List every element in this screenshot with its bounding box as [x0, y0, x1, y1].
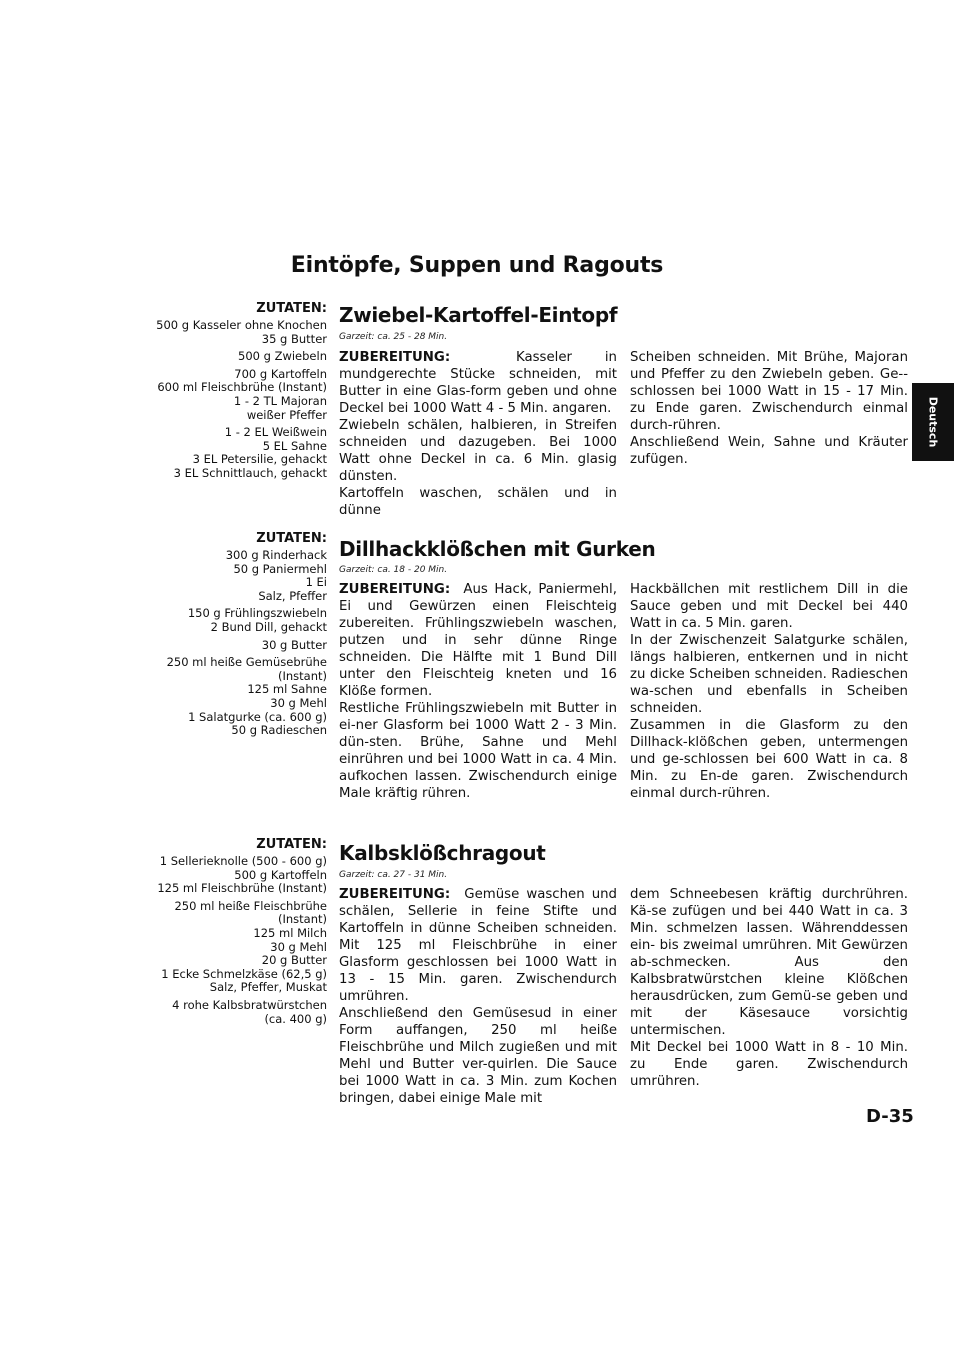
ingredient-item: 30 g Butter	[261, 637, 327, 652]
preparation-column-2	[630, 581, 908, 802]
preparation-paragraph: Restliche Frühlingszwiebeln mit Butter in ei-ner Glasform bei 1000 Watt 2 - 3 Min. dün-sten. Brühe, Sahne und Mehl einrühren und bei 1000 Watt in ca. 4 Min. aufkochen lassen. Zwischendurch einige Male kräftig rühren.	[339, 701, 617, 801]
ingredient-item: 50 g Radieschen	[231, 723, 327, 738]
ingredient-item: 50 g Paniermehl	[233, 561, 327, 576]
ingredient-item: 300 g Rinderhack	[225, 548, 327, 562]
language-tab	[912, 383, 954, 461]
ingredient-item: weißer Pfeffer	[246, 407, 327, 422]
ingredient-item: 30 g Mehl	[270, 695, 327, 710]
preparation-column-1	[339, 349, 617, 519]
cooking-time: Garzeit: ca. 18 - 20 Min.	[339, 565, 448, 575]
ingredient-item: 3 EL Petersilie, gehackt	[192, 452, 327, 467]
preparation-text: Aus Hack, Paniermehl, Ei und Gewürzen einen Fleischteig zubereiten. Frühlingszwiebeln waschen, putzen und in sehr dünne Ringe schneiden. Die Hälfte mit 1 Bund Dill unter den Fleischteig kneten und 16 Klöße formen.	[339, 582, 617, 699]
ingredient-item: 1 Ei	[305, 575, 327, 590]
recipe-title: Kalbsklößchragout	[339, 841, 546, 865]
preparation-text: Kasseler in mundgerechte Stücke schneiden, mit Butter in eine Glas-form geben und ohne Deckel bei 1000 Watt 4 - 5 Min. angaren.	[339, 350, 617, 416]
ingredient-item: 125 ml Milch	[253, 925, 327, 940]
preparation-column-1	[339, 581, 617, 802]
cooking-time: Garzeit: ca. 27 - 31 Min.	[339, 870, 448, 880]
ingredient-item: Salz, Pfeffer	[258, 588, 327, 603]
ingredient-item: 150 g Frühlingszwiebeln	[187, 606, 327, 621]
ingredients-heading: ZUTATEN:	[256, 837, 327, 852]
preparation-paragraph: Hackbällchen mit restlichem Dill in die Sauce geben und mit Deckel bei 440 Watt in ca. 5 Min. garen.	[630, 582, 908, 631]
ingredient-item: 500 g Kartoffeln	[234, 867, 327, 882]
preparation-text: Gemüse waschen und schälen, Sellerie in feine Stifte und Kartoffeln in dünne Scheiben schneiden. Mit 125 ml Fleischbrühe in einer Glasform geschlossen bei 1000 Watt in 13 - 15 Min. garen. Zwischendurch umrühren.	[339, 887, 617, 1004]
preparation-paragraph: dem Schneebesen kräftig durchrühren. Kä-se zufügen und bei 440 Watt in ca. 3 Min. schmelzen lassen. Währenddessen ein- bis zweimal umrühren. Mit Gewürzen ab-schmecken. Aus den Kalbsbratwürstchen kleine Klößchen herausdrücken, zum Gemü-se geben und mit der Käsesauce vorsichtig untermischen.	[630, 887, 908, 1038]
ingredient-item: (Instant)	[278, 912, 327, 927]
ingredient-item: 600 ml Fleischbrühe (Instant)	[157, 380, 327, 395]
ingredient-item: 500 g Kasseler ohne Knochen	[156, 318, 327, 332]
preparation-paragraph	[339, 581, 617, 700]
ingredients-heading: ZUTATEN:	[256, 531, 327, 546]
ingredient-item: 5 EL Sahne	[262, 438, 327, 453]
ingredient-item: 20 g Butter	[261, 953, 327, 968]
preparation-column-2	[630, 886, 908, 1090]
preparation-paragraph: Mit Deckel bei 1000 Watt in 8 - 10 Min. zu Ende garen. Zwischendurch umrühren.	[630, 1040, 908, 1089]
preparation-paragraph: Anschließend Wein, Sahne und Kräuter zufügen.	[630, 435, 908, 467]
page-title: Eintöpfe, Suppen und Ragouts	[290, 253, 664, 278]
language-tab-label: Deutsch	[926, 396, 940, 448]
ingredient-item: 3 EL Schnittlauch, gehackt	[173, 465, 327, 480]
preparation-column-2	[630, 349, 908, 468]
cooking-time: Garzeit: ca. 25 - 28 Min.	[339, 332, 448, 342]
ingredient-item: 250 ml heiße Gemüsebrühe	[166, 655, 327, 670]
ingredients-heading: ZUTATEN:	[256, 301, 327, 316]
preparation-paragraph: Anschließend den Gemüsesud in einer Form auffangen, 250 ml heiße Fleischbrühe und Milch zugießen und mit Mehl und Butter ver-quirlen. Die Sauce bei 1000 Watt in ca. 3 Min. zum Kochen bringen, dabei einige Male mit	[339, 1006, 617, 1106]
preparation-paragraph: Zwiebeln schälen, halbieren, in Streifen schneiden und dazugeben. Bei 1000 Watt ohne Deckel in ca. 6 Min. glasig dünsten.	[339, 418, 617, 484]
ingredient-item: 125 ml Fleischbrühe (Instant)	[157, 881, 327, 896]
ingredient-item: Salz, Pfeffer, Muskat	[209, 980, 327, 995]
ingredient-item: (ca. 400 g)	[264, 1011, 327, 1026]
recipe-title: Zwiebel-Kartoffel-Eintopf	[339, 303, 618, 327]
ingredient-item: 125 ml Sahne	[247, 682, 327, 697]
ingredient-item: (Instant)	[278, 668, 327, 683]
page-number: D-35	[866, 1106, 914, 1127]
ingredient-item: 1 - 2 EL Weißwein	[224, 425, 327, 440]
ingredients-list	[140, 837, 327, 1026]
ingredient-item: 30 g Mehl	[270, 939, 327, 954]
ingredient-item: 1 Ecke Schmelzkäse (62,5 g)	[161, 966, 327, 981]
ingredient-item: 1 Sellerieknolle (500 - 600 g)	[159, 854, 327, 868]
ingredient-item: 35 g Butter	[261, 331, 327, 346]
preparation-label: ZUBEREITUNG:	[339, 582, 451, 597]
ingredient-item: 500 g Zwiebeln	[238, 349, 327, 364]
ingredients-list	[140, 301, 327, 481]
preparation-paragraph: Scheiben schneiden. Mit Brühe, Majoran und Pfeffer zu den Zwiebeln geben. Ge-schlossen bei 1000 Watt in 15 - 17 Min. zu Ende garen. Zwischendurch einmal durch-rühren.	[630, 350, 908, 433]
ingredients-list	[140, 531, 327, 738]
preparation-paragraph	[339, 349, 617, 417]
ingredient-item: 700 g Kartoffeln	[234, 366, 327, 381]
ingredient-item: 4 rohe Kalbsbratwürstchen	[172, 997, 327, 1012]
ingredient-item: 250 ml heiße Fleischbrühe	[174, 898, 327, 913]
preparation-column-1	[339, 886, 617, 1107]
ingredient-item: 1 - 2 TL Majoran	[233, 393, 327, 408]
recipe-title: Dillhackklößchen mit Gurken	[339, 537, 656, 561]
preparation-label: ZUBEREITUNG:	[339, 350, 451, 365]
preparation-paragraph	[339, 886, 617, 1005]
preparation-label: ZUBEREITUNG:	[339, 887, 451, 902]
ingredient-item: 2 Bund Dill, gehackt	[210, 619, 327, 634]
preparation-paragraph: In der Zwischenzeit Salatgurke schälen, längs halbieren, entkernen und in nicht zu dicke Scheiben schneiden. Radieschen wa-schen und ebenfalls in Scheiben schneiden.	[630, 633, 908, 716]
ingredient-item: 1 Salatgurke (ca. 600 g)	[188, 709, 327, 724]
preparation-paragraph: Kartoffeln waschen, schälen und in dünne	[339, 486, 617, 518]
preparation-paragraph: Zusammen in die Glasform zu den Dillhack-klößchen geben, untermengen und ge-schlossen bei 600 Watt in ca. 8 Min. zu En-de garen. Zwischendurch einmal durch-rühren.	[630, 718, 908, 801]
